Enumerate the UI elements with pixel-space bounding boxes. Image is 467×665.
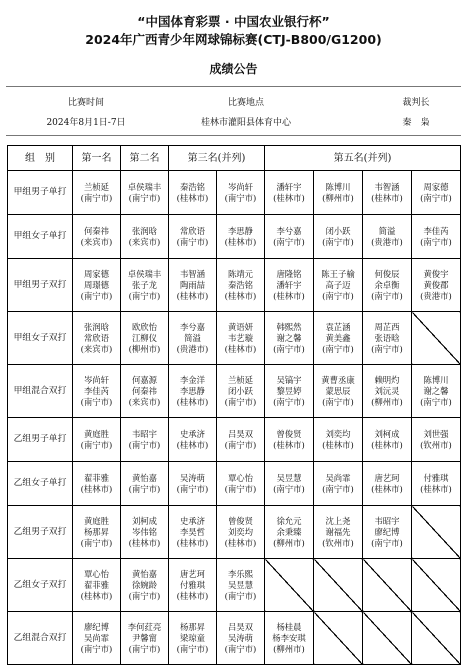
time-value: 2024年8月1日-7日 [46, 118, 126, 128]
result-cell [412, 259, 461, 312]
player-name: 吴尚霏 [83, 632, 110, 643]
player-name: 张语晗 [374, 332, 400, 343]
player-name: 余秉臻 [276, 526, 302, 537]
result-cell [121, 171, 169, 215]
team-name: (桂林市) [224, 236, 257, 247]
team-name: (桂林市) [224, 537, 257, 548]
player-name: 杨桂晨 [276, 621, 302, 632]
team-name: (柳州市) [371, 396, 403, 407]
player-name: 覃心怡 [227, 472, 254, 483]
team-name: (南宁市) [80, 290, 113, 301]
player-name: 刘奕均 [325, 428, 351, 439]
team-name: (南宁市) [371, 290, 403, 301]
result-cell [363, 506, 412, 559]
team-name: (来宾市) [80, 236, 113, 247]
header-third: 第三名(并列) [169, 146, 265, 171]
result-cell [217, 215, 265, 259]
team-name: (南宁市) [322, 483, 354, 494]
team-name: (桂林市) [273, 192, 305, 203]
result-cell [412, 215, 461, 259]
team-name: (桂林市) [371, 192, 403, 203]
team-name: (南宁市) [322, 236, 354, 247]
result-cell [121, 559, 169, 612]
player-name: 李思静 [179, 385, 206, 396]
player-name: 刘柯成 [131, 515, 158, 526]
table-row [8, 418, 461, 462]
empty-cell [265, 559, 314, 612]
player-name: 李金洋 [179, 374, 206, 385]
team-name: (南宁市) [224, 483, 257, 494]
player-name: 吕昊双 [227, 428, 254, 439]
result-cell [363, 171, 412, 215]
player-name: 潘轩宇 [276, 279, 302, 290]
team-name: (南宁市) [420, 192, 452, 203]
player-name: 黄美鑫 [325, 332, 351, 343]
result-cell [217, 171, 265, 215]
player-name: 翟菲雅 [83, 472, 110, 483]
result-cell [265, 171, 314, 215]
result-cell [314, 418, 363, 462]
team-name: (南宁市) [128, 192, 161, 203]
event-name: 乙组男子单打 [8, 418, 73, 462]
empty-cell [412, 559, 461, 612]
player-name: 廖纪博 [83, 621, 110, 632]
player-name: 唐艺珂 [179, 568, 206, 579]
player-name: 翟菲雅 [83, 579, 110, 590]
competition-info [6, 86, 461, 136]
result-cell [314, 312, 363, 365]
result-cell [169, 506, 217, 559]
team-name: (南宁市) [322, 396, 354, 407]
result-cell [412, 418, 461, 462]
team-name: (贵港市) [176, 343, 209, 354]
result-cell [265, 215, 314, 259]
player-name: 李何荭亮 [127, 621, 162, 632]
event-name: 乙组女子双打 [8, 559, 73, 612]
result-cell [73, 259, 121, 312]
team-name: (贵港市) [420, 290, 452, 301]
header-fifth: 第五名(并列) [265, 146, 461, 171]
result-cell [121, 612, 169, 665]
header-group: 组 别 [8, 146, 73, 171]
result-cell [265, 312, 314, 365]
team-name: (桂林市) [371, 483, 403, 494]
team-name: (南宁市) [224, 192, 257, 203]
team-name: (钦州市) [322, 537, 354, 548]
team-name: (南宁市) [224, 439, 257, 450]
player-name: 潘轩宇 [276, 181, 302, 192]
team-name: (桂林市) [176, 439, 209, 450]
player-name: 史承济 [179, 428, 206, 439]
player-name: 徐允元 [276, 515, 302, 526]
result-cell [363, 365, 412, 418]
player-name: 岑尚轩 [227, 181, 254, 192]
header-second: 第二名 [121, 146, 169, 171]
team-name: (南宁市) [322, 343, 354, 354]
result-cell [73, 559, 121, 612]
player-name: 岑尚轩 [83, 374, 110, 385]
result-cell [217, 418, 265, 462]
team-name: (桂林市) [273, 439, 305, 450]
player-name: 黄曹丞康 [321, 374, 355, 385]
team-name: (南宁市) [80, 192, 113, 203]
team-name: (桂林市) [420, 483, 452, 494]
team-name: (南宁市) [273, 396, 305, 407]
player-name: 李兮嘉 [276, 225, 302, 236]
referee-value: 秦 枭 [402, 118, 430, 128]
empty-cell [314, 612, 363, 665]
team-name: (南宁市) [128, 290, 161, 301]
player-name: 李兮嘉 [179, 321, 206, 332]
player-name: 黄俊宇 [423, 268, 449, 279]
result-cell [73, 462, 121, 506]
team-name: (南宁市) [371, 537, 403, 548]
results-table [7, 145, 461, 665]
result-cell [121, 462, 169, 506]
player-name: 陈博川 [325, 181, 351, 192]
table-row [8, 171, 461, 215]
event-name: 乙组男子双打 [8, 506, 73, 559]
player-name: 何秦祎 [131, 385, 158, 396]
result-cell [73, 312, 121, 365]
player-name: 闭小跃 [227, 385, 254, 396]
team-name: (来宾市) [128, 396, 161, 407]
result-cell [363, 462, 412, 506]
player-name: 简溢 [184, 332, 201, 343]
team-name: (桂林市) [80, 483, 113, 494]
player-name: 唐隆铭 [276, 268, 302, 279]
result-cell [217, 259, 265, 312]
team-name: (南宁市) [176, 483, 209, 494]
empty-cell [363, 559, 412, 612]
result-cell [265, 612, 314, 665]
player-name: 杨李安琪 [272, 632, 306, 643]
result-cell [314, 462, 363, 506]
player-name: 黎昱婷 [276, 385, 302, 396]
player-name: 张子龙 [131, 279, 158, 290]
player-name: 黄怡嘉 [131, 472, 158, 483]
player-name: 徐婉龄 [131, 579, 158, 590]
result-cell [217, 312, 265, 365]
player-name: 刘奕均 [227, 526, 254, 537]
title-line-1: “中国体育彩票 · 中国农业银行杯” [137, 14, 330, 29]
team-name: (桂林市) [371, 439, 403, 450]
player-name: 何俊辰 [374, 268, 400, 279]
player-name: 秦浩铭 [179, 181, 206, 192]
team-name: (南宁市) [420, 396, 452, 407]
result-cell [314, 259, 363, 312]
player-name: 李思静 [227, 225, 254, 236]
result-cell [265, 506, 314, 559]
result-cell [217, 462, 265, 506]
player-name: 张润晗 [83, 321, 110, 332]
player-name: 常欣语 [179, 225, 206, 236]
team-name: (柳州市) [273, 643, 305, 654]
player-name: 张润晗 [131, 225, 158, 236]
player-name: 李昊哲 [179, 526, 206, 537]
result-cell [121, 259, 169, 312]
result-cell [121, 215, 169, 259]
player-name: 韦智涵 [374, 181, 400, 192]
empty-cell [412, 312, 461, 365]
place-label: 比赛地点 [227, 98, 264, 108]
player-name: 简溢 [378, 225, 396, 236]
player-name: 唐艺珂 [374, 472, 400, 483]
referee-label: 裁判长 [402, 98, 430, 108]
player-name: 吴涛萌 [227, 632, 254, 643]
player-name: 袁芷涵 [325, 321, 351, 332]
result-cell [363, 418, 412, 462]
player-name: 韩熙然 [276, 321, 302, 332]
player-name: 高子迈 [325, 279, 351, 290]
event-name: 乙组混合双打 [8, 612, 73, 665]
player-name: 秦浩铭 [227, 279, 254, 290]
player-name: 付雅琪 [423, 472, 449, 483]
player-name: 李乐熙 [227, 568, 254, 579]
player-name: 沈上尧 [325, 515, 351, 526]
result-cell [73, 506, 121, 559]
result-cell [73, 612, 121, 665]
team-name: (柳州市) [128, 343, 161, 354]
result-cell [314, 365, 363, 418]
result-cell [121, 312, 169, 365]
player-name: 闭小跃 [325, 225, 351, 236]
result-cell [217, 559, 265, 612]
table-row [8, 259, 461, 312]
team-name: (南宁市) [80, 396, 113, 407]
player-name: 黄庭胜 [83, 428, 110, 439]
player-name: 梁琼童 [179, 632, 206, 643]
player-name: 刘柯成 [374, 428, 400, 439]
player-name: 吴镐宇 [276, 374, 302, 385]
table-row [8, 559, 461, 612]
result-cell [265, 259, 314, 312]
team-name: (柳州市) [322, 192, 354, 203]
player-name: 杨那昇 [179, 621, 206, 632]
team-name: (桂林市) [273, 290, 305, 301]
player-name: 谢之馨 [423, 385, 449, 396]
player-name: 吴昱慧 [276, 472, 302, 483]
result-cell [412, 171, 461, 215]
player-name: 兰桢延 [227, 374, 254, 385]
team-name: (来宾市) [128, 236, 161, 247]
player-name: 卓侯瑞丰 [127, 181, 162, 192]
result-cell [265, 365, 314, 418]
event-name: 甲组女子双打 [8, 312, 73, 365]
player-name: 周璟德 [83, 279, 110, 290]
team-name: (来宾市) [80, 343, 113, 354]
player-name: 黄语妍 [227, 321, 254, 332]
event-name: 甲组男子双打 [8, 259, 73, 312]
results-body [8, 171, 461, 665]
result-cell [314, 215, 363, 259]
team-name: (南宁市) [128, 643, 161, 654]
player-name: 韦智涵 [179, 268, 206, 279]
header-first: 第一名 [73, 146, 121, 171]
team-name: (桂林市) [176, 537, 209, 548]
result-cell [314, 171, 363, 215]
result-cell [169, 559, 217, 612]
player-name: 谢福先 [325, 526, 351, 537]
table-row [8, 312, 461, 365]
player-name: 吕昊双 [227, 621, 254, 632]
result-cell [73, 171, 121, 215]
player-name: 李佳芮 [83, 385, 110, 396]
result-cell [169, 259, 217, 312]
result-cell [265, 462, 314, 506]
team-name: (贵港市) [371, 236, 403, 247]
team-name: (桂林市) [176, 590, 209, 601]
team-name: (南宁市) [80, 439, 113, 450]
player-name: 付雅琪 [179, 579, 206, 590]
player-name: 兰桢延 [83, 181, 110, 192]
player-name: 江柳仪 [131, 332, 158, 343]
player-name: 何嘉源 [131, 374, 158, 385]
player-name: 曾俊贤 [227, 515, 254, 526]
player-name: 杨那昇 [83, 526, 110, 537]
player-name: 陈靖元 [227, 268, 254, 279]
player-name: 陈王子榆 [321, 268, 355, 279]
player-name: 曾俊贤 [276, 428, 302, 439]
empty-cell [412, 506, 461, 559]
player-name: 韦艺璇 [227, 332, 254, 343]
result-cell [169, 418, 217, 462]
team-name: (桂林市) [128, 537, 161, 548]
team-name: (桂林市) [176, 396, 209, 407]
player-name: 谢之馨 [276, 332, 302, 343]
team-name: (桂林市) [80, 590, 113, 601]
subtitle: 成绩公告 [209, 62, 258, 76]
team-name: (南宁市) [371, 343, 403, 354]
empty-cell [412, 612, 461, 665]
team-name: (南宁市) [128, 483, 161, 494]
team-name: (钦州市) [420, 439, 452, 450]
team-name: (桂林市) [224, 343, 257, 354]
player-name: 周家德 [423, 181, 449, 192]
table-row [8, 462, 461, 506]
team-name: (南宁市) [420, 236, 452, 247]
player-name: 韦昭宇 [131, 428, 158, 439]
player-name: 常欣语 [83, 332, 110, 343]
player-name: 陶雨喆 [179, 279, 206, 290]
table-row [8, 506, 461, 559]
result-cell [169, 312, 217, 365]
result-cell [169, 365, 217, 418]
place-value: 桂林市灌阳县体育中心 [200, 118, 291, 128]
team-name: (南宁市) [176, 643, 209, 654]
team-name: (南宁市) [176, 236, 209, 247]
result-cell [169, 215, 217, 259]
event-name: 甲组女子单打 [8, 215, 73, 259]
table-row [8, 365, 461, 418]
player-name: 吴尚霏 [325, 472, 351, 483]
player-name: 余卓衡 [374, 279, 400, 290]
team-name: (桂林市) [322, 439, 354, 450]
result-cell [217, 506, 265, 559]
player-name: 周家德 [83, 268, 110, 279]
player-name: 陈博川 [423, 374, 449, 385]
player-name: 黄俊郡 [423, 279, 449, 290]
team-name: (南宁市) [273, 343, 305, 354]
player-name: 蒙思辰 [325, 385, 351, 396]
player-name: 吴涛萌 [179, 472, 206, 483]
player-name: 史承济 [179, 515, 206, 526]
player-name: 欧欣怡 [131, 321, 158, 332]
player-name: 廖纪博 [374, 526, 400, 537]
result-cell [121, 506, 169, 559]
team-name: (桂林市) [224, 290, 257, 301]
team-name: (南宁市) [224, 396, 257, 407]
time-label: 比赛时间 [67, 98, 104, 108]
player-name: 岑伟铭 [131, 526, 158, 537]
team-name: (南宁市) [128, 590, 161, 601]
result-cell [363, 215, 412, 259]
result-cell [363, 312, 412, 365]
event-name: 甲组混合双打 [8, 365, 73, 418]
result-cell [363, 259, 412, 312]
player-name: 何秦祎 [83, 225, 110, 236]
table-row [8, 612, 461, 665]
result-cell [169, 612, 217, 665]
result-cell [217, 612, 265, 665]
player-name: 卓侯瑞丰 [127, 268, 162, 279]
player-name: 覃心怡 [83, 568, 110, 579]
player-name: 赖明灼 [374, 374, 400, 385]
result-cell [121, 365, 169, 418]
result-cell [314, 506, 363, 559]
player-name: 尹馨甯 [131, 632, 158, 643]
player-name: 黄庭胜 [83, 515, 110, 526]
player-name: 韦昭宇 [374, 515, 400, 526]
player-name: 李佳芮 [423, 225, 449, 236]
team-name: (桂林市) [176, 290, 209, 301]
team-name: (柳州市) [273, 537, 305, 548]
team-name: (南宁市) [128, 439, 161, 450]
result-cell [217, 365, 265, 418]
result-cell [169, 462, 217, 506]
player-name: 黄怡嘉 [131, 568, 158, 579]
team-name: (南宁市) [322, 290, 354, 301]
table-row [8, 215, 461, 259]
result-cell [73, 365, 121, 418]
player-name: 刘沅灵 [374, 385, 400, 396]
team-name: (桂林市) [176, 192, 209, 203]
title-line-2: 2024年广西青少年网球锦标赛(CTJ-B800/G1200) [85, 32, 382, 47]
event-name: 甲组男子单打 [8, 171, 73, 215]
result-cell [265, 418, 314, 462]
result-cell [73, 215, 121, 259]
result-cell [412, 462, 461, 506]
result-cell [121, 418, 169, 462]
empty-cell [314, 559, 363, 612]
team-name: (南宁市) [224, 643, 257, 654]
team-name: (南宁市) [80, 537, 113, 548]
result-cell [169, 171, 217, 215]
player-name: 刘世强 [423, 428, 449, 439]
result-cell [73, 418, 121, 462]
team-name: (南宁市) [273, 236, 305, 247]
team-name: (南宁市) [273, 483, 305, 494]
empty-cell [363, 612, 412, 665]
team-name: (南宁市) [224, 590, 257, 601]
event-name: 乙组女子单打 [8, 462, 73, 506]
player-name: 吴昱慧 [227, 579, 254, 590]
result-cell [412, 365, 461, 418]
player-name: 周芷西 [374, 321, 400, 332]
team-name: (南宁市) [80, 643, 113, 654]
